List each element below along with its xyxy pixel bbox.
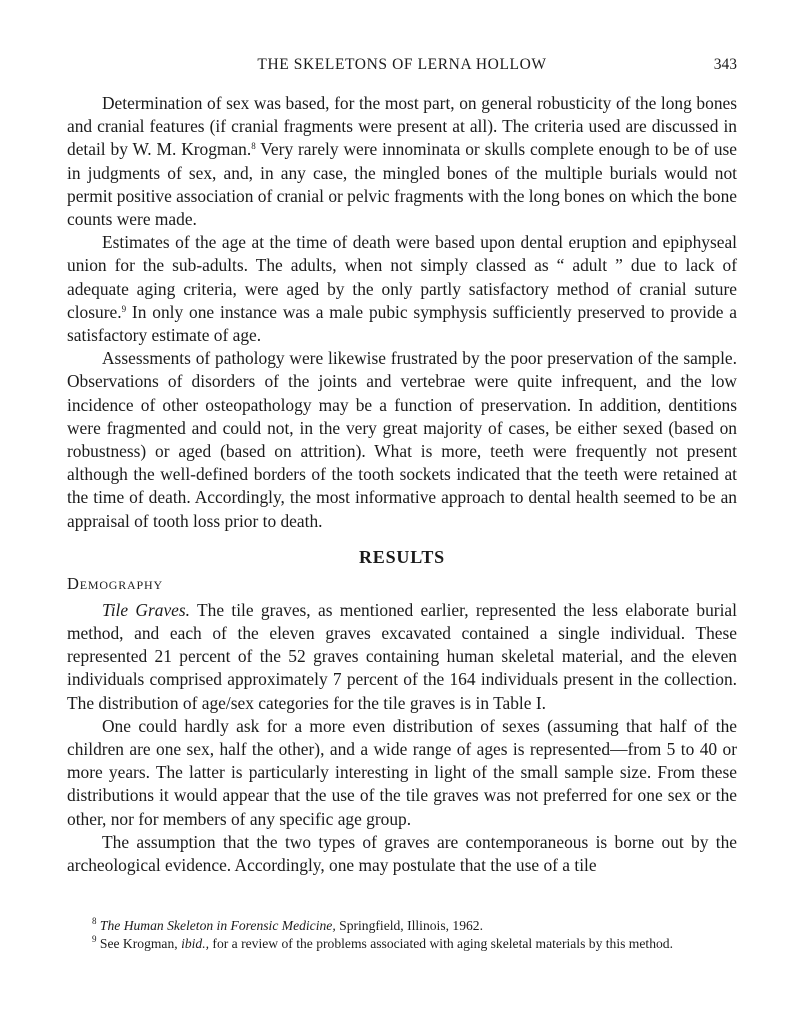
footnote-ibid: ibid., xyxy=(181,936,210,951)
paragraph-text: Very rarely were innominata or skulls complete enough to be of use in judgments of sex, and, in any case, the mingled bones of the multiple burials would not permit positive association of cranial or pelvic fragments with the long bones on which the bone counts were made. xyxy=(67,139,737,230)
running-header xyxy=(67,56,737,78)
run-in-heading: Tile Graves. xyxy=(102,599,190,620)
paragraph-text: Determination of sex was based, for the most part, on general robusticity of the long bones and cranial features (if cranial fragments were present at all). The criteria used are discussed in detail by W. M. Krogman. xyxy=(67,93,737,160)
paragraph-text: In only one instance was a male pubic symphysis sufficiently preserved to provide a satisfactory estimate of age. xyxy=(67,301,737,346)
footnote-marker: 9 xyxy=(92,934,97,944)
footnote-book-title: The Human Skeleton in Forensic Medicine, xyxy=(99,918,336,933)
body-text xyxy=(67,92,737,877)
footnote-text: Springfield, Illinois, 1962. xyxy=(335,918,483,933)
footnotes xyxy=(67,917,737,953)
footnote-text: See Krogman, xyxy=(96,936,182,951)
paragraph-text: The tile graves, as mentioned earlier, represented the less elaborate burial method, and each of the eleven graves excavated contained a single individual. These represented 21 percent of the 52 graves containing human skeletal material, and the eleven individuals comprised approximately 7 percent of the 164 individuals present in the collection. The distribution of age/sex categories for the tile graves is in Table I. xyxy=(67,599,737,713)
subsection-heading-demography: Demography xyxy=(67,573,163,593)
footnote-marker: 8 xyxy=(92,916,97,926)
section-heading-results: RESULTS xyxy=(359,546,445,567)
footnote-ref-8[interactable]: 8 xyxy=(251,141,256,152)
footnote-8 xyxy=(67,917,737,935)
paragraph-sex-determination xyxy=(67,92,737,231)
footnote-9 xyxy=(67,935,737,953)
page-number: 343 xyxy=(713,56,737,73)
paragraph-sex-distribution: One could hardly ask for a more even distribution of sexes (assuming that half of the children are one sex, half the other), and a wide range of ages is represented—from 5 to 40 or more years. The latter is particularly interesting in light of the small sample size. From these distributions it would appear that the use of the tile graves was not preferred for one sex or the other, nor for members of any specific age group. xyxy=(67,715,737,829)
footnote-text: for a review of the problems associated with aging skeletal materials by this method. xyxy=(209,936,673,951)
paragraph-contemporaneous: The assumption that the two types of graves are contemporaneous is borne out by the archeological evidence. Accordingly, one may postulate that the use of a tile xyxy=(67,831,737,876)
paragraph-age-estimation xyxy=(67,231,737,347)
footnote-ref-9[interactable]: 9 xyxy=(121,303,127,314)
paragraph-text: Estimates of the age at the time of death were based upon dental eruption and epiphyseal union for the sub-adults. The adults, when not simply classed as “ adult ” due to lack of adequate aging criteria, were aged by the only partly satisfactory method of cranial suture closure. xyxy=(67,232,737,322)
paragraph-tile-graves xyxy=(67,599,737,715)
paragraph-pathology: Assessments of pathology were likewise frustrated by the poor preservation of the sample. Observations of disorders of the joints and vertebrae were quite infrequent, and the low incidence of other osteopathology may be a function of preservation. In addition, dentitions were fragmented and could not, in the very great majority of cases, be either sexed (based on robustness) or aged (based on attrition). What is more, teeth were frequently not present although the well-defined borders of the tooth sockets indicated that the teeth were retained at the time of death. Accordingly, the most informative approach to dental health seemed to be an appraisal of tooth loss prior to death. xyxy=(67,348,737,531)
running-title: THE SKELETONS OF LERNA HOLLOW xyxy=(257,56,547,73)
